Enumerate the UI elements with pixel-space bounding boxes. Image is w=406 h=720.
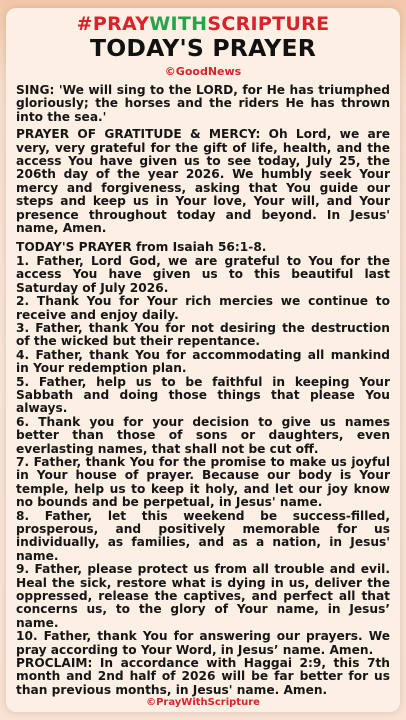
prayer-item: 2. Thank You for Your rich mercies we continue to receive and enjoy daily. (16, 294, 390, 322)
prayer-item: 9. Father, please protect us from all trouble and evil. Heal the sick, restore what is dying in us, deliver the oppressed, release the captives, and perfect all that concerns us, to the glory of Your name, in Jesus’ name. (16, 562, 390, 630)
prayer-item: 10. Father, thank You for answering our prayers. We pray according to Your Word, in Jesus’ name. Amen. (16, 629, 390, 657)
hashtag-pray: PRAY (92, 13, 150, 35)
prayer-item: 3. Father, thank You for not desiring the destruction of the wicked but their repentance. (16, 320, 390, 349)
page-title: TODAY'S PRAYER (90, 34, 316, 62)
hashtag-hash: # (76, 13, 93, 35)
prayer-item: 7. Father, thank You for the promise to make us joyful in Your house of prayer. Because our body is Your temple, help us to keep it holy, and let our joy know no bounds and be perpetual, in Jesus' name. (16, 454, 390, 510)
prayer-item: 8. Father, let this weekend be success-filled, prosperous, and positively memorable for us individually, as families, and as a nation, in Jesus' name. (16, 508, 390, 563)
prayer-item: 5. Father, help us to be faithful in keeping Your Sabbath and doing those things that please You always. (16, 374, 390, 416)
prayer-content (16, 84, 390, 697)
gratitude-paragraph: PRAYER OF GRATITUDE & MERCY: Oh Lord, we are very, very grateful for the gift of life, health, and the access You have given us to see today, July 25, the 206th day of the year 2026. We humbly seek Your mercy and forgiveness, asking that You guide our steps and keep us in Your love, Your will, and Your presence throughout today and beyond. In Jesus' name, Amen. (16, 127, 390, 236)
prayer-heading: TODAY'S PRAYER from Isaiah 56:1-8. (16, 240, 267, 255)
hashtag-with: WITH (149, 13, 208, 35)
hashtag-title (0, 13, 406, 35)
hashtag-scripture: SCRIPTURE (207, 13, 330, 35)
sing-paragraph: SING: 'We will sing to the LORD, for He has triumphed gloriously; the horses and the riders He has thrown into the sea.' (16, 83, 390, 124)
footer-handle: ©PrayWithScripture (146, 697, 260, 708)
prayer-item: 1. Father, Lord God, we are grateful to You for the access You have given us to this beautiful last Saturday of July 2026. (16, 253, 390, 295)
brand-credit: ©GoodNews (164, 65, 242, 78)
prayer-item: 4. Father, thank You for accommodating all mankind in Your redemption plan. (16, 347, 390, 376)
proclaim-paragraph: PROCLAIM: In accordance with Haggai 2:9, this 7th month and 2nd half of 2026 will be far better for us than previous months, in Jesus' name. Amen. (16, 656, 390, 697)
prayer-item: 6. Thank you for your decision to give us names better than those of sons or daughters, even everlasting names, that shall not be cut off. (16, 414, 390, 456)
header (0, 13, 406, 78)
